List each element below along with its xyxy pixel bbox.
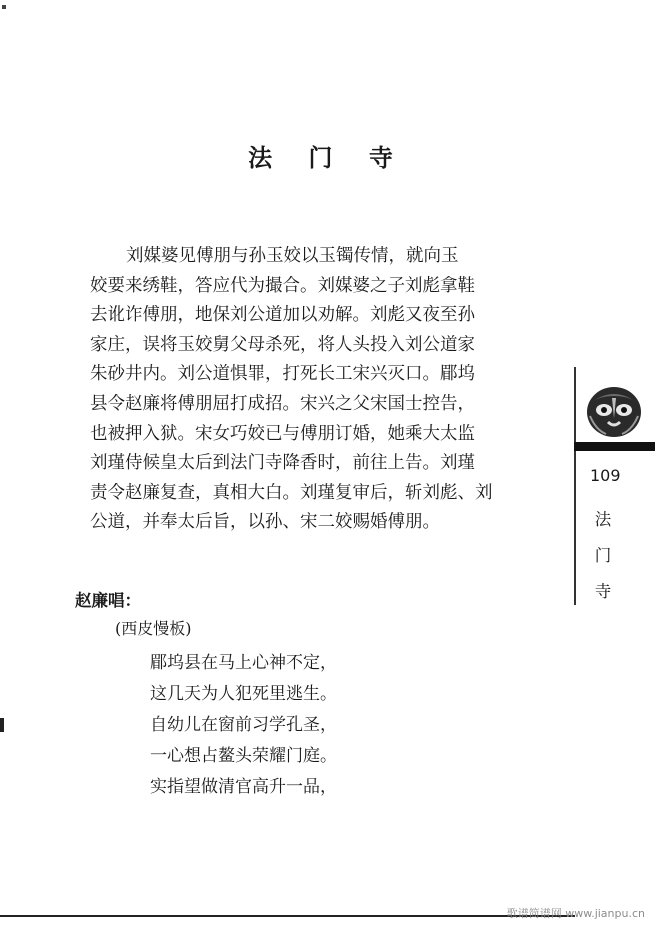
synopsis-line: 朱砂井内。刘公道惧罪，打死长工宋兴灭口。郿坞 <box>90 364 475 385</box>
lyrics-verses <box>150 648 337 803</box>
verse-line: 实指望做清官高升一品， <box>150 777 337 797</box>
scan-mark <box>0 718 4 732</box>
synopsis-paragraph <box>90 242 545 538</box>
side-title-char: 法 <box>594 510 612 529</box>
bottom-rule <box>0 915 575 917</box>
margin-rule <box>574 367 576 605</box>
tune-label: (西皮慢板) <box>115 619 192 638</box>
synopsis-line: 家庄，误将玉姣舅父母杀死，将人头投入刘公道家 <box>90 334 475 355</box>
verse-line: 这几天为人犯死里逃生。 <box>150 684 337 704</box>
synopsis-line: 公道，并奉太后旨，以孙、宋二姣赐婚傅朋。 <box>90 512 440 533</box>
synopsis-line: 也被押入狱。宋女巧姣已与傅朋订婚，她乘大太监 <box>90 423 475 444</box>
opera-mask-icon <box>582 380 646 440</box>
thumb-index-bar <box>574 442 655 451</box>
verse-line: 自幼儿在窗前习学孔圣， <box>150 715 337 735</box>
side-title-char: 门 <box>594 546 612 565</box>
watermark: 歌谱简谱网 www.jianpu.cn <box>506 907 645 920</box>
speaker-label: 赵廉唱： <box>75 591 141 610</box>
synopsis-line: 去讹诈傅朋，地保刘公道加以劝解。刘彪又夜至孙 <box>90 305 475 326</box>
page-number: 109 <box>590 466 621 485</box>
page-title: 法 门 寺 <box>248 143 407 172</box>
synopsis-line: 刘媒婆见傅朋与孙玉姣以玉镯传情，就向玉 <box>126 246 459 266</box>
synopsis-line: 姣要来绣鞋，答应代为撮合。刘媒婆之子刘彪拿鞋 <box>90 275 475 296</box>
scan-speck <box>2 5 6 9</box>
verse-line: 一心想占鳌头荣耀门庭。 <box>150 746 337 766</box>
synopsis-line: 责令赵廉复查，真相大白。刘瑾复审后，斩刘彪、刘 <box>90 482 493 503</box>
verse-line: 郿坞县在马上心神不定， <box>150 653 337 673</box>
synopsis-line: 刘瑾侍候皇太后到法门寺降香时，前往上告。刘瑾 <box>90 453 475 474</box>
synopsis-line: 县令赵廉将傅朋屈打成招。宋兴之父宋国士控告， <box>90 393 475 414</box>
side-title <box>593 502 613 610</box>
side-title-char: 寺 <box>594 582 612 601</box>
